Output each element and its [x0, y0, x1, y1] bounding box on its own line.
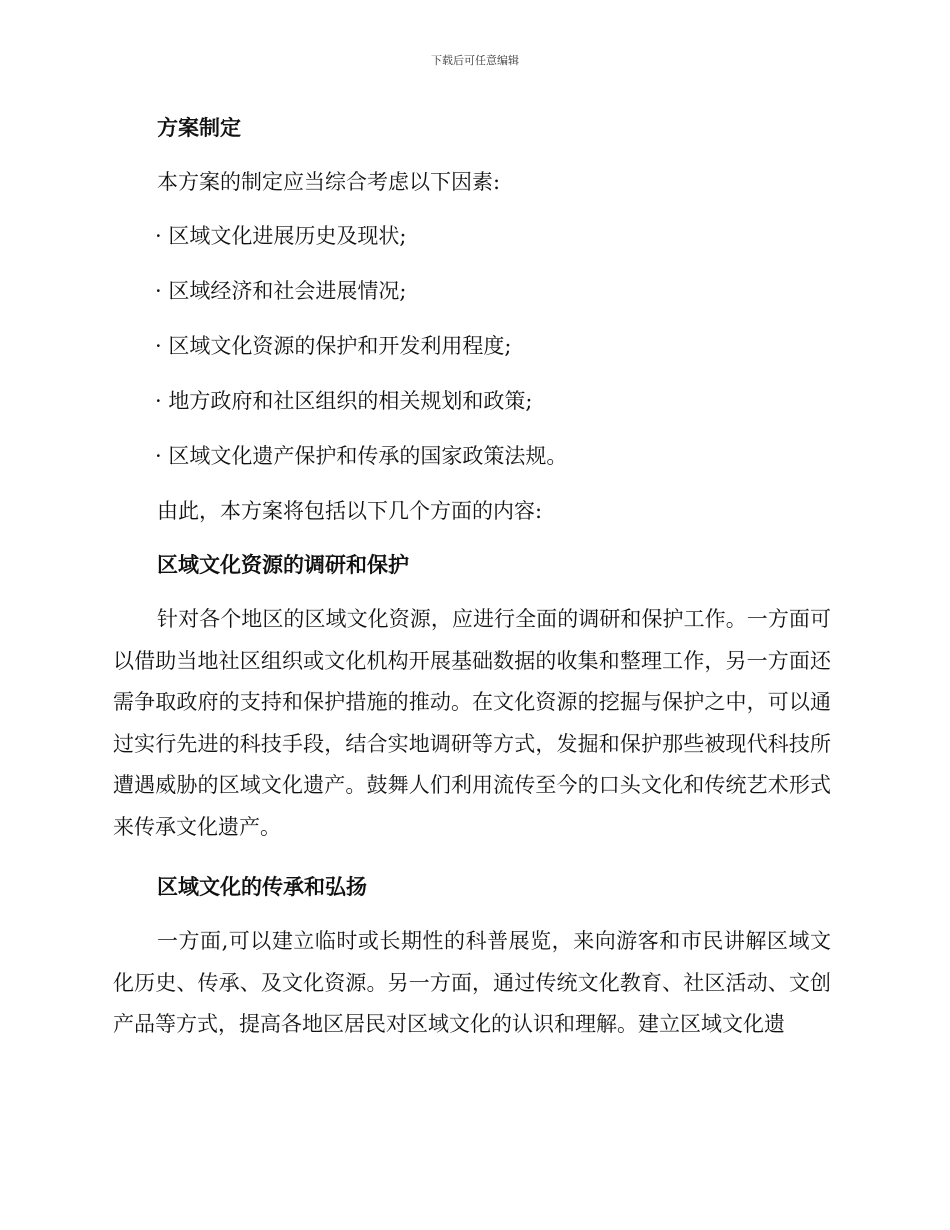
intro-paragraph: 本方案的制定应当综合考虑以下因素: — [157, 170, 501, 194]
factor-item: · 区域文化资源的保护和开发利用程度; — [155, 334, 512, 358]
heritage-paragraph: 一方面,可以建立临时或长期性的科普展览，来向游客和市民讲解区域文化历史、传承、及文化资源。另一方面，通过传统文化教育、社区活动、文创产品等方式，提高各地区居民对区域文化的认识和理解。建立区域文化遗 — [113, 929, 831, 1037]
lead-paragraph: 由此，本方案将包括以下几个方面的内容: — [157, 499, 543, 523]
research-paragraph: 针对各个地区的区域文化资源，应进行全面的调研和保护工作。一方面可以借助当地社区组织或文化机构开展基础数据的收集和整理工作，另一方面还需争取政府的支持和保护措施的推动。在文化资源的挖掘与保护之中，可以通过实行先进的科技手段，结合实地调研等方式，发掘和保护那些被现代科技所遭遇威胁的区域文化遗产。鼓舞人们利用流传至今的口头文化和传统艺术形式来传承文化遗产。 — [113, 607, 831, 839]
section-heading-research: 区域文化资源的调研和保护 — [157, 553, 409, 577]
factor-item: · 区域经济和社会进展情况; — [155, 279, 407, 303]
page-header: 下载后可任意编辑 — [431, 54, 519, 67]
section-heading-plan: 方案制定 — [157, 116, 241, 140]
factor-item: · 区域文化遗产保护和传承的国家政策法规。 — [155, 444, 568, 468]
section-heading-heritage: 区域文化的传承和弘扬 — [157, 875, 367, 899]
factor-item: · 地方政府和社区组织的相关规划和政策; — [155, 389, 533, 413]
factor-item: · 区域文化进展历史及现状; — [155, 224, 407, 248]
